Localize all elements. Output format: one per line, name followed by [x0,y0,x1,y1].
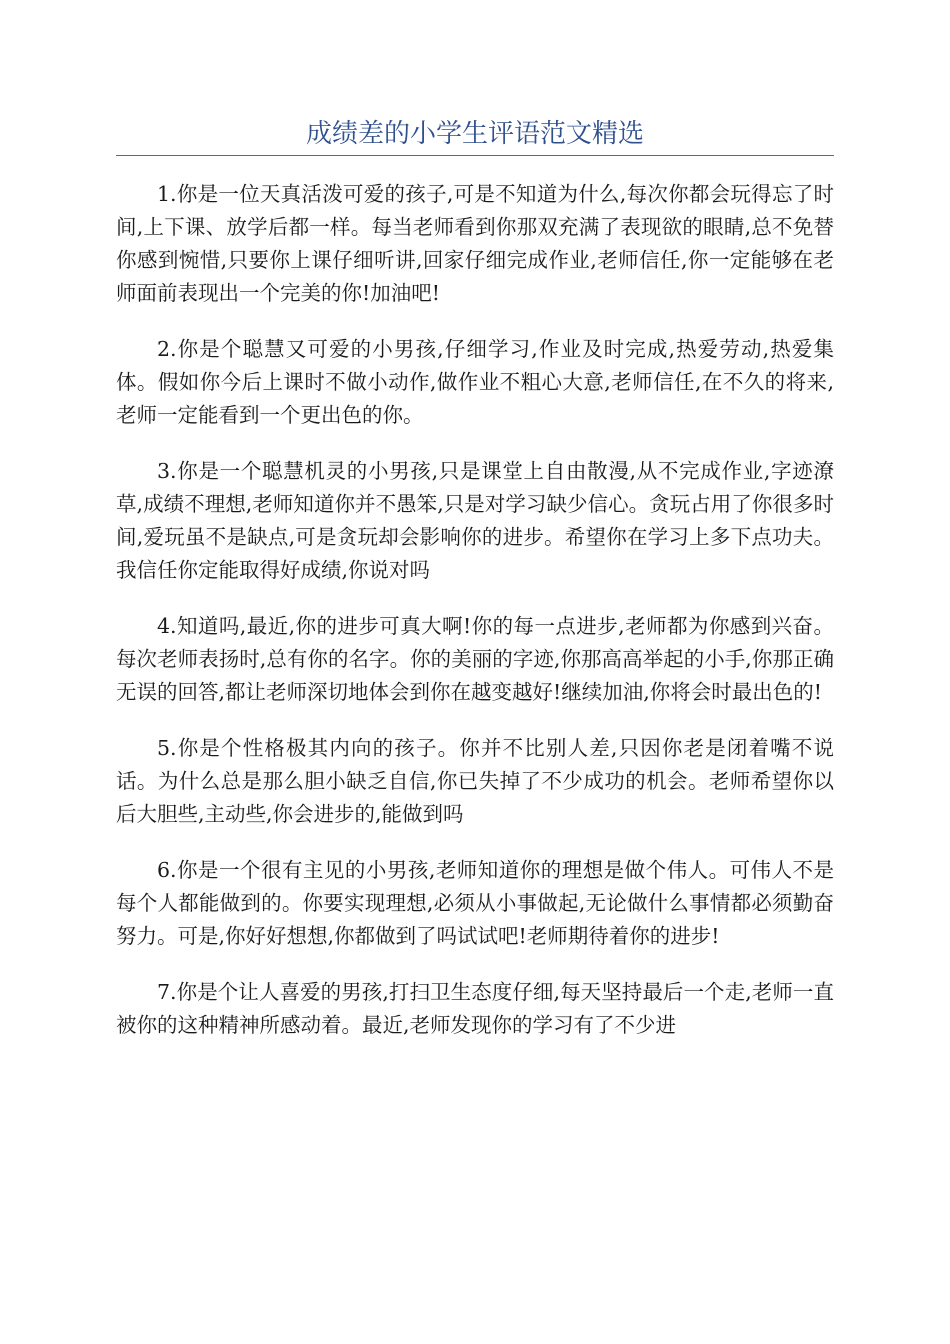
document-title: 成绩差的小学生评语范文精选 [305,119,644,149]
comment-paragraph-2: 2.你是个聪慧又可爱的小男孩,仔细学习,作业及时完成,热爱劳动,热爱集体。假如你今后上课时不做小动作,做作业不粗心大意,老师信任,在不久的将来,老师一定能看到一个更出色的你。 [116,337,834,427]
document-body [116,178,834,1042]
title-underline [116,155,834,156]
comment-paragraph-6: 6.你是一个很有主见的小男孩,老师知道你的理想是做个伟人。可伟人不是每个人都能做到的。你要实现理想,必须从小事做起,无论做什么事情都必须勤奋努力。可是,你好好想想,你都做到了吗试试吧!老师期待着你的进步! [116,858,834,948]
comment-paragraph-3: 3.你是一个聪慧机灵的小男孩,只是课堂上自由散漫,从不完成作业,字迹潦草,成绩不理想,老师知道你并不愚笨,只是对学习缺少信心。贪玩占用了你很多时间,爱玩虽不是缺点,可是贪玩却会影响你的进步。希望你在学习上多下点功夫。我信任你定能取得好成绩,你说对吗 [116,459,834,582]
comment-paragraph-5: 5.你是个性格极其内向的孩子。你并不比别人差,只因你老是闭着嘴不说话。为什么总是那么胆小缺乏自信,你已失掉了不少成功的机会。老师希望你以后大胆些,主动些,你会进步的,能做到吗 [116,736,834,826]
comment-paragraph-1: 1.你是一位天真活泼可爱的孩子,可是不知道为什么,每次你都会玩得忘了时间,上下课、放学后都一样。每当老师看到你那双充满了表现欲的眼睛,总不免替你感到惋惜,只要你上课仔细听讲,回家仔细完成作业,老师信任,你一定能够在老师面前表现出一个完美的你!加油吧! [116,182,834,305]
comment-paragraph-4: 4.知道吗,最近,你的进步可真大啊!你的每一点进步,老师都为你感到兴奋。每次老师表扬时,总有你的名字。你的美丽的字迹,你那高高举起的小手,你那正确无误的回答,都让老师深切地体会到你在越变越好!继续加油,你将会时最出色的! [116,614,834,704]
comment-paragraph-7: 7.你是个让人喜爱的男孩,打扫卫生态度仔细,每天坚持最后一个走,老师一直被你的这种精神所感动着。最近,老师发现你的学习有了不少进 [116,980,834,1037]
document-page [116,0,834,1065]
